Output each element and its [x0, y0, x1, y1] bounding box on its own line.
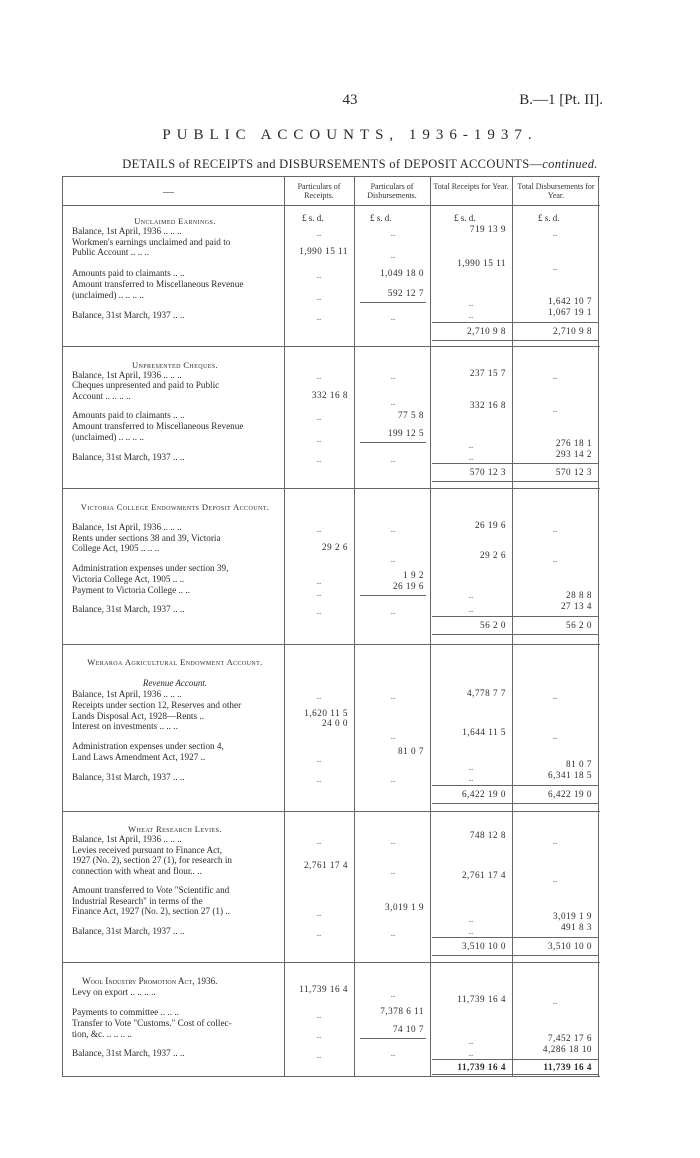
empty-cell: .. [390, 774, 396, 784]
column-header-receipts: Particulars of Receipts. [297, 182, 341, 200]
empty-cell: .. [316, 412, 322, 422]
empty-cell: .. [316, 371, 322, 381]
page-title: PUBLIC ACCOUNTS, 1936-1937. [162, 127, 538, 143]
row-label: Transfer to Vote "Customs." Cost of collec- [72, 1018, 232, 1028]
amount-cell: 293 14 2 [555, 449, 592, 459]
amount-cell: 77 5 8 [398, 410, 424, 420]
empty-cell: .. [552, 371, 558, 381]
total-rule [432, 634, 598, 635]
row-label: Balance, 31st March, 1937 .. .. [72, 1048, 185, 1058]
amount-cell: 7,452 17 6 [547, 1033, 592, 1043]
row-label: College Act, 1905 .. .. .. [72, 543, 160, 553]
section-title: Unclaimed Earnings. [134, 216, 216, 226]
row-label: Finance Act, 1927 (No. 2), section 27 (1) .. [72, 906, 230, 916]
row-label: Amount transferred to Miscellaneous Revenue [72, 421, 244, 431]
amount-cell: 26 19 6 [392, 581, 424, 591]
amount-cell: 199 12 5 [387, 428, 424, 438]
row-label: Levy on export .. .. .. .. [72, 987, 156, 997]
total-rule [432, 481, 598, 482]
empty-cell: .. [390, 524, 396, 534]
empty-cell: .. [552, 691, 558, 701]
empty-cell: .. [390, 928, 396, 938]
empty-cell: .. [552, 404, 558, 414]
empty-cell: .. [390, 454, 396, 464]
empty-cell: .. [390, 312, 396, 322]
empty-cell: .. [468, 926, 474, 936]
units-receipts: £ s. d. [302, 213, 324, 223]
total-cell: 6,422 19 0 [547, 789, 592, 799]
row-label: Lands Disposal Act, 1928—Rents .. [72, 711, 204, 721]
column-header-disbursements: Particulars of Disbursements. [367, 182, 417, 200]
empty-cell: .. [552, 731, 558, 741]
section-subtitle: Revenue Account. [142, 678, 208, 688]
subtotal-rule [360, 595, 426, 596]
amount-cell: 1,990 15 11 [299, 246, 348, 256]
table-top-rule [62, 176, 600, 177]
empty-cell: .. [316, 434, 322, 444]
amount-cell: 1,644 11 5 [462, 727, 506, 737]
amount-cell: 28 8 8 [566, 590, 592, 600]
empty-cell: .. [316, 691, 322, 701]
row-label: Victoria College Act, 1905 .. .. [72, 574, 185, 584]
section-separator [62, 488, 600, 489]
page-number: 43 [342, 92, 358, 108]
empty-cell: .. [468, 590, 474, 600]
table-bottom-rule [62, 1076, 600, 1077]
row-label: Amount transferred to Miscellaneous Revenue [72, 279, 244, 289]
row-label: Payment to Victoria College .. .. [72, 585, 190, 595]
amount-cell: 592 12 7 [387, 288, 424, 298]
total-rule [432, 937, 598, 938]
empty-cell: .. [316, 774, 322, 784]
row-label: Balance, 1st April, 1936 .. .. .. [72, 834, 182, 844]
row-label: tion, &c. .. .. .. .. [72, 1029, 132, 1039]
total-rule [432, 1074, 598, 1075]
amount-cell: 1 9 2 [403, 570, 424, 580]
amount-cell: 332 16 8 [311, 390, 348, 400]
empty-cell: .. [390, 228, 396, 238]
amount-cell: 1,642 10 7 [547, 296, 592, 306]
section-separator [62, 962, 600, 963]
document-reference: B.—1 [Pt. II]. [519, 92, 603, 108]
row-label: Rents under sections 38 and 39, Victoria [72, 533, 221, 543]
empty-cell: .. [390, 836, 396, 846]
col-divider-4 [512, 176, 513, 1076]
col-divider-3 [430, 176, 431, 1076]
total-rule [432, 785, 598, 786]
section-title: Victoria College Endowments Deposit Account. [80, 502, 270, 512]
amount-cell: 332 16 8 [469, 400, 506, 410]
row-label: Land Laws Amendment Act, 1927 .. [72, 752, 206, 762]
total-cell: 3,510 10 0 [461, 941, 506, 951]
amount-cell: 4,778 7 7 [467, 688, 506, 698]
row-label: Amounts paid to claimants .. .. [72, 268, 185, 278]
empty-cell: .. [390, 691, 396, 701]
amount-cell: 29 2 6 [480, 550, 506, 560]
total-rule [432, 340, 598, 341]
units-total-disbursements: £ s. d. [538, 213, 560, 223]
total-rule [432, 1059, 598, 1060]
row-label: Amount transferred to Vote "Scientific and [72, 885, 230, 895]
left-border [62, 176, 63, 1076]
amount-cell: 11,739 16 4 [457, 994, 506, 1004]
amount-cell: 2,761 17 4 [303, 860, 348, 870]
amount-cell: 237 15 7 [469, 368, 506, 378]
section-separator [62, 644, 600, 645]
empty-cell: .. [468, 914, 474, 924]
empty-cell: .. [468, 762, 474, 772]
empty-cell: .. [552, 836, 558, 846]
row-label: Administration expenses under section 4, [72, 741, 224, 751]
col-divider-1 [284, 176, 285, 1076]
amount-cell: 748 12 8 [469, 830, 506, 840]
empty-cell: .. [316, 754, 322, 764]
column-header-total-receipts: Total Receipts for Year. [433, 182, 509, 191]
empty-cell: .. [316, 928, 322, 938]
amount-cell: 3,019 1 9 [385, 902, 424, 912]
subtitle-continued: continued. [542, 157, 598, 171]
row-label: Balance, 31st March, 1937 .. .. [72, 452, 185, 462]
total-rule [432, 955, 598, 956]
row-label: Balance, 31st March, 1937 .. .. [72, 310, 185, 320]
row-label: (unclaimed) .. .. .. .. [72, 290, 144, 300]
empty-cell: .. [316, 228, 322, 238]
row-label: Receipts under section 12, Reserves and other [72, 700, 242, 710]
subtitle-main: DETAILS of RECEIPTS and DISBURSEMENTS of DEPOSIT ACCOUNTS— [122, 157, 543, 171]
total-cell: 3,510 10 0 [547, 941, 592, 951]
empty-cell: .. [390, 731, 396, 741]
empty-cell: .. [468, 1048, 474, 1058]
row-label: connection with wheat and flour.. .. [72, 866, 202, 876]
empty-cell: .. [390, 1048, 396, 1058]
row-label: Workmen's earnings unclaimed and paid to [72, 237, 231, 247]
total-cell: 2,710 9 8 [553, 326, 592, 336]
total-rule [432, 803, 598, 804]
empty-cell: .. [390, 371, 396, 381]
total-cell: 56 2 0 [566, 620, 592, 630]
total-cell: 11,739 16 4 [543, 1062, 592, 1072]
amount-cell: 1,990 15 11 [457, 258, 506, 268]
empty-cell: .. [390, 866, 396, 876]
total-cell: 570 12 3 [469, 467, 506, 477]
units-total-receipts: £ s. d. [454, 213, 476, 223]
empty-cell: .. [316, 836, 322, 846]
amount-cell: 3,019 1 9 [553, 911, 592, 921]
amount-cell: 81 0 7 [398, 746, 424, 756]
right-border [598, 176, 599, 1076]
row-label: 1927 (No. 2), section 27 (1), for research in [72, 855, 232, 865]
total-cell: 2,710 9 8 [467, 326, 506, 336]
amount-cell: 24 0 0 [322, 718, 348, 728]
section-title: Unpresented Cheques. [131, 360, 219, 370]
empty-cell: .. [316, 312, 322, 322]
amount-cell: 491 8 3 [560, 922, 592, 932]
empty-cell: .. [552, 554, 558, 564]
amount-cell: 1,049 18 0 [379, 268, 424, 278]
subtotal-rule [360, 442, 426, 443]
empty-cell: .. [390, 250, 396, 260]
empty-cell: .. [552, 228, 558, 238]
total-rule [432, 616, 598, 617]
amount-cell: 11,739 16 4 [299, 984, 348, 994]
section-separator [62, 346, 600, 347]
amount-cell: 1,620 11 5 [304, 708, 348, 718]
amount-cell: 6,341 18 5 [547, 770, 592, 780]
header-bottom-rule [62, 205, 600, 206]
empty-cell: .. [552, 524, 558, 534]
empty-cell: .. [316, 588, 322, 598]
row-label: Payments to committee .. .. .. [72, 1007, 179, 1017]
empty-cell: .. [316, 454, 322, 464]
section-title: Weraroa Agricultural Endowment Account. [87, 657, 263, 667]
amount-cell: 2,761 17 4 [461, 870, 506, 880]
amount-cell: 81 0 7 [566, 759, 592, 769]
empty-cell: .. [468, 773, 474, 783]
column-header-total-disbursements: Total Disbursements for Year. [517, 182, 595, 200]
total-cell: 6,422 19 0 [461, 789, 506, 799]
section-separator [62, 811, 600, 812]
amount-cell: 7,378 6 11 [380, 1006, 424, 1016]
empty-cell: .. [390, 989, 396, 999]
row-label: Administration expenses under section 39, [72, 563, 229, 573]
row-label: Amounts paid to claimants .. .. [72, 410, 185, 420]
row-label: Interest on investments .. .. .. [72, 721, 178, 731]
row-label: Cheques unpresented and paid to Public [72, 380, 220, 390]
row-label: Levies received pursuant to Finance Act, [72, 845, 223, 855]
empty-cell: .. [468, 1036, 474, 1046]
total-cell: 11,739 16 4 [457, 1062, 506, 1072]
amount-cell: 719 13 9 [469, 224, 506, 234]
empty-cell: .. [316, 576, 322, 586]
amount-cell: 1,067 19 1 [547, 307, 592, 317]
empty-cell: .. [316, 524, 322, 534]
row-label: Public Account .. .. .. [72, 247, 150, 257]
empty-cell: .. [468, 452, 474, 462]
empty-cell: .. [468, 310, 474, 320]
empty-cell: .. [552, 262, 558, 272]
empty-cell: .. [316, 1050, 322, 1060]
amount-cell: 26 19 6 [474, 520, 506, 530]
empty-cell: .. [468, 604, 474, 614]
empty-cell: .. [316, 292, 322, 302]
empty-cell: .. [468, 298, 474, 308]
amount-cell: 276 18 1 [555, 438, 592, 448]
total-rule [432, 322, 598, 323]
empty-cell: .. [552, 996, 558, 1006]
section-title: Wool Industry Promotion Act, 1936. [82, 976, 218, 986]
empty-cell: .. [316, 606, 322, 616]
row-label: Balance, 1st April, 1936 .. .. .. [72, 226, 182, 236]
row-label: Balance, 31st March, 1937 .. .. [72, 772, 185, 782]
empty-cell: .. [552, 874, 558, 884]
section-title: Wheat Research Levies. [128, 824, 222, 834]
empty-cell: .. [390, 554, 396, 564]
page-subtitle [60, 157, 660, 172]
amount-cell: 4,286 18 10 [542, 1044, 592, 1054]
amount-cell: 27 13 4 [560, 601, 592, 611]
total-cell: 56 2 0 [480, 620, 506, 630]
empty-cell: .. [316, 1010, 322, 1020]
col-divider-2 [354, 176, 355, 1076]
row-label: Balance, 1st April, 1936 .. .. .. [72, 370, 182, 380]
empty-cell: .. [390, 606, 396, 616]
row-label: Industrial Research" in terms of the [72, 896, 203, 906]
empty-cell: .. [390, 397, 396, 407]
units-disbursements: £ s. d. [370, 213, 392, 223]
row-label: Balance, 31st March, 1937 .. .. [72, 604, 185, 614]
subtotal-rule [360, 1038, 426, 1039]
row-label: (unclaimed) .. .. .. .. [72, 432, 144, 442]
total-rule [432, 463, 598, 464]
subtotal-rule [360, 302, 426, 303]
amount-cell: 74 10 7 [392, 1024, 424, 1034]
row-label: Balance, 31st March, 1937 .. .. [72, 926, 185, 936]
row-label: Balance, 1st April, 1936 .. .. .. [72, 522, 182, 532]
row-label: Account .. .. .. .. [72, 391, 131, 401]
empty-cell: .. [316, 1030, 322, 1040]
amount-cell: 29 2 6 [322, 542, 348, 552]
total-cell: 570 12 3 [555, 467, 592, 477]
empty-cell: .. [316, 908, 322, 918]
row-label: Balance, 1st April, 1936 .. .. .. [72, 689, 182, 699]
column-header-blank: — [163, 186, 174, 198]
empty-cell: .. [316, 270, 322, 280]
empty-cell: .. [468, 440, 474, 450]
